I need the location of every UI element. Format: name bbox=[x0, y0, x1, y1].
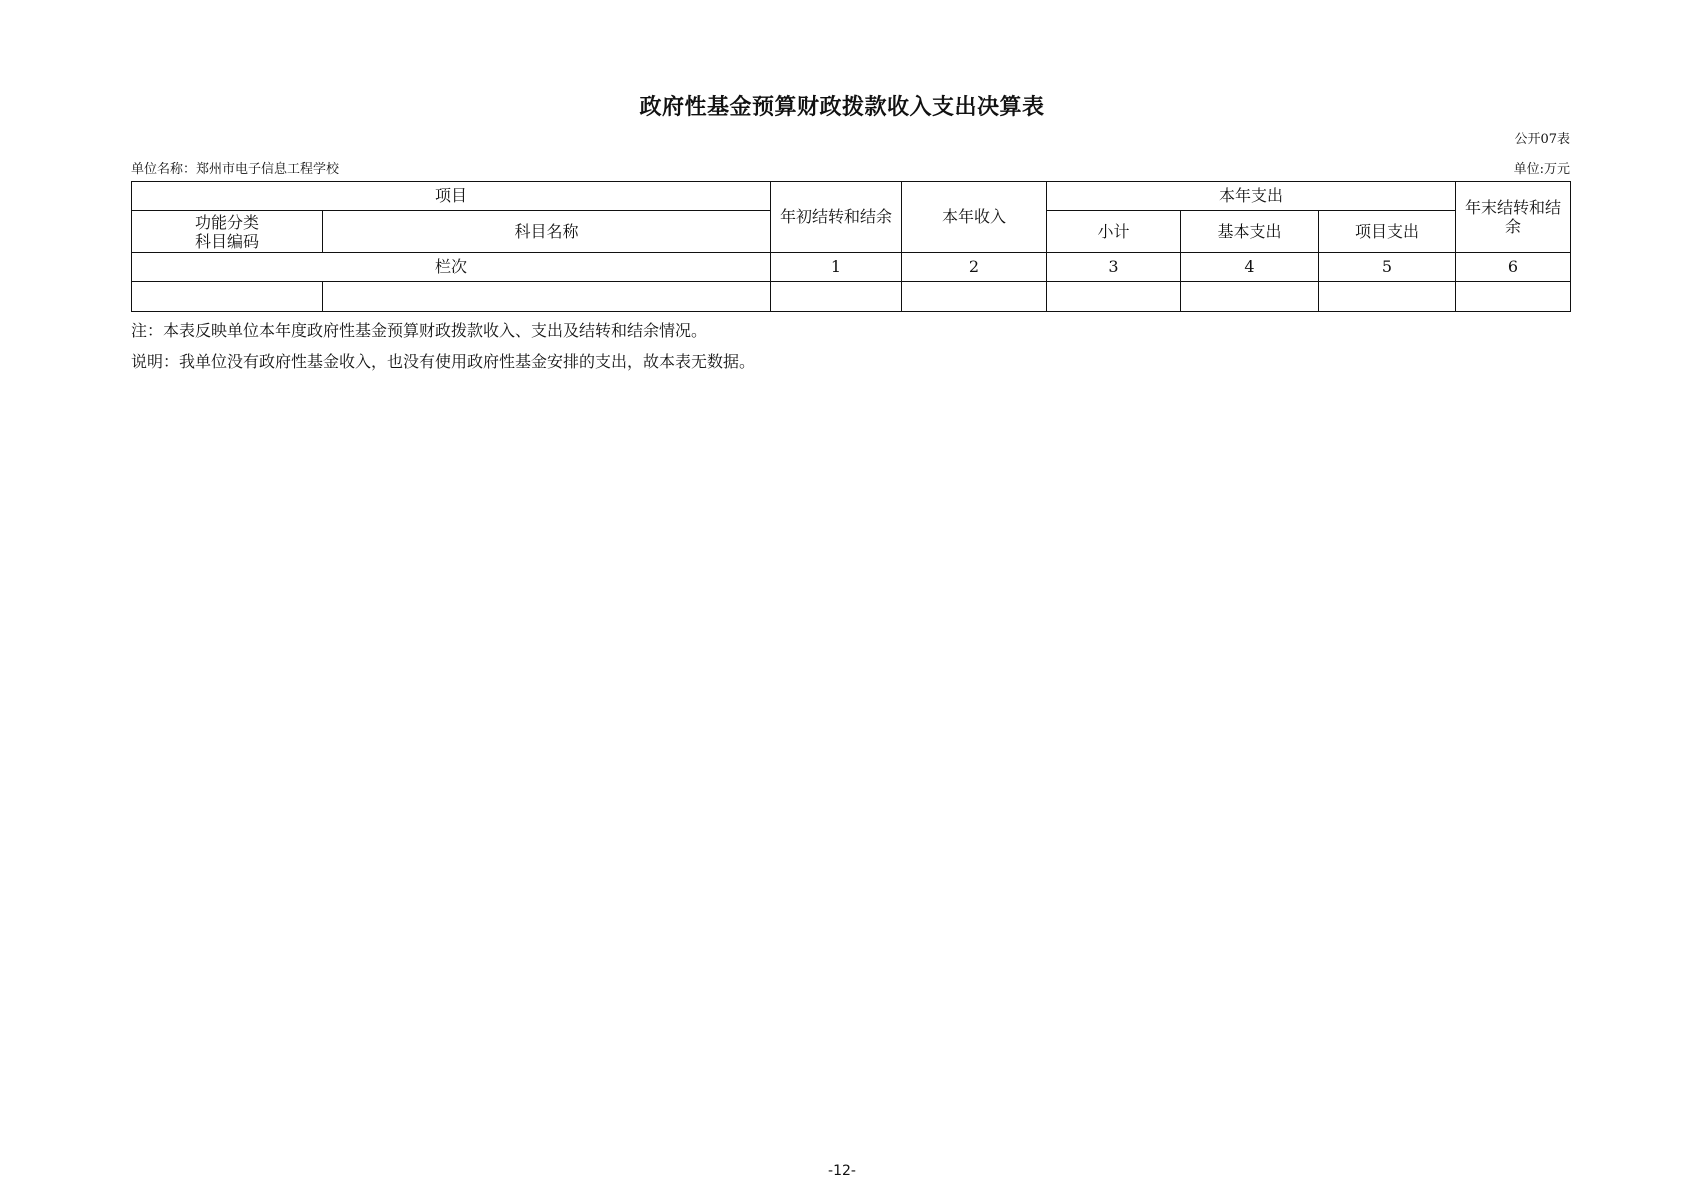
header-subject-name: 科目名称 bbox=[323, 211, 771, 253]
table-explanation: 说明：我单位没有政府性基金收入，也没有使用政府性基金安排的支出，故本表无数据。 bbox=[131, 352, 756, 371]
page-title: 政府性基金预算财政拨款收入支出决算表 bbox=[639, 95, 1045, 120]
column-number: 5 bbox=[1319, 253, 1456, 282]
table-note: 注：本表反映单位本年度政府性基金预算财政拨款收入、支出及结转和结余情况。 bbox=[131, 321, 708, 340]
table-cell bbox=[1047, 282, 1181, 312]
column-number: 1 bbox=[771, 253, 902, 282]
unit-name: 单位名称：郑州市电子信息工程学校 bbox=[131, 162, 340, 177]
header-end-balance-line2: 余 bbox=[1505, 217, 1522, 236]
header-basic: 基本支出 bbox=[1181, 211, 1319, 253]
header-func-code bbox=[132, 211, 323, 253]
form-number: 公开07表 bbox=[1514, 132, 1570, 147]
column-number-row bbox=[132, 253, 1571, 282]
header-project: 项目支出 bbox=[1319, 211, 1456, 253]
header-func-code-line1: 功能分类 bbox=[194, 212, 259, 232]
header-end-balance bbox=[1456, 182, 1571, 253]
table-cell bbox=[1181, 282, 1319, 312]
table-cell bbox=[902, 282, 1047, 312]
column-number: 2 bbox=[902, 253, 1047, 282]
column-label: 栏次 bbox=[132, 253, 771, 282]
table-cell bbox=[1319, 282, 1456, 312]
header-func-code-line2: 科目编码 bbox=[194, 231, 259, 251]
table-cell bbox=[132, 282, 323, 312]
header-end-balance-line1: 年末结转和结 bbox=[1465, 198, 1562, 217]
column-number: 4 bbox=[1181, 253, 1319, 282]
page-number: -12- bbox=[828, 1163, 856, 1179]
table-cell bbox=[323, 282, 771, 312]
header-income: 本年收入 bbox=[902, 182, 1047, 253]
table-cell bbox=[1456, 282, 1571, 312]
header-begin-balance: 年初结转和结余 bbox=[771, 182, 902, 253]
column-number: 6 bbox=[1456, 253, 1571, 282]
table-cell bbox=[771, 282, 902, 312]
currency-unit: 单位:万元 bbox=[1513, 162, 1570, 177]
budget-table bbox=[131, 181, 1571, 312]
column-number: 3 bbox=[1047, 253, 1181, 282]
header-subtotal: 小计 bbox=[1047, 211, 1181, 253]
header-item: 项目 bbox=[132, 182, 771, 211]
header-row-1 bbox=[132, 182, 1571, 211]
table-row bbox=[132, 282, 1571, 312]
header-expenditure: 本年支出 bbox=[1047, 182, 1456, 211]
